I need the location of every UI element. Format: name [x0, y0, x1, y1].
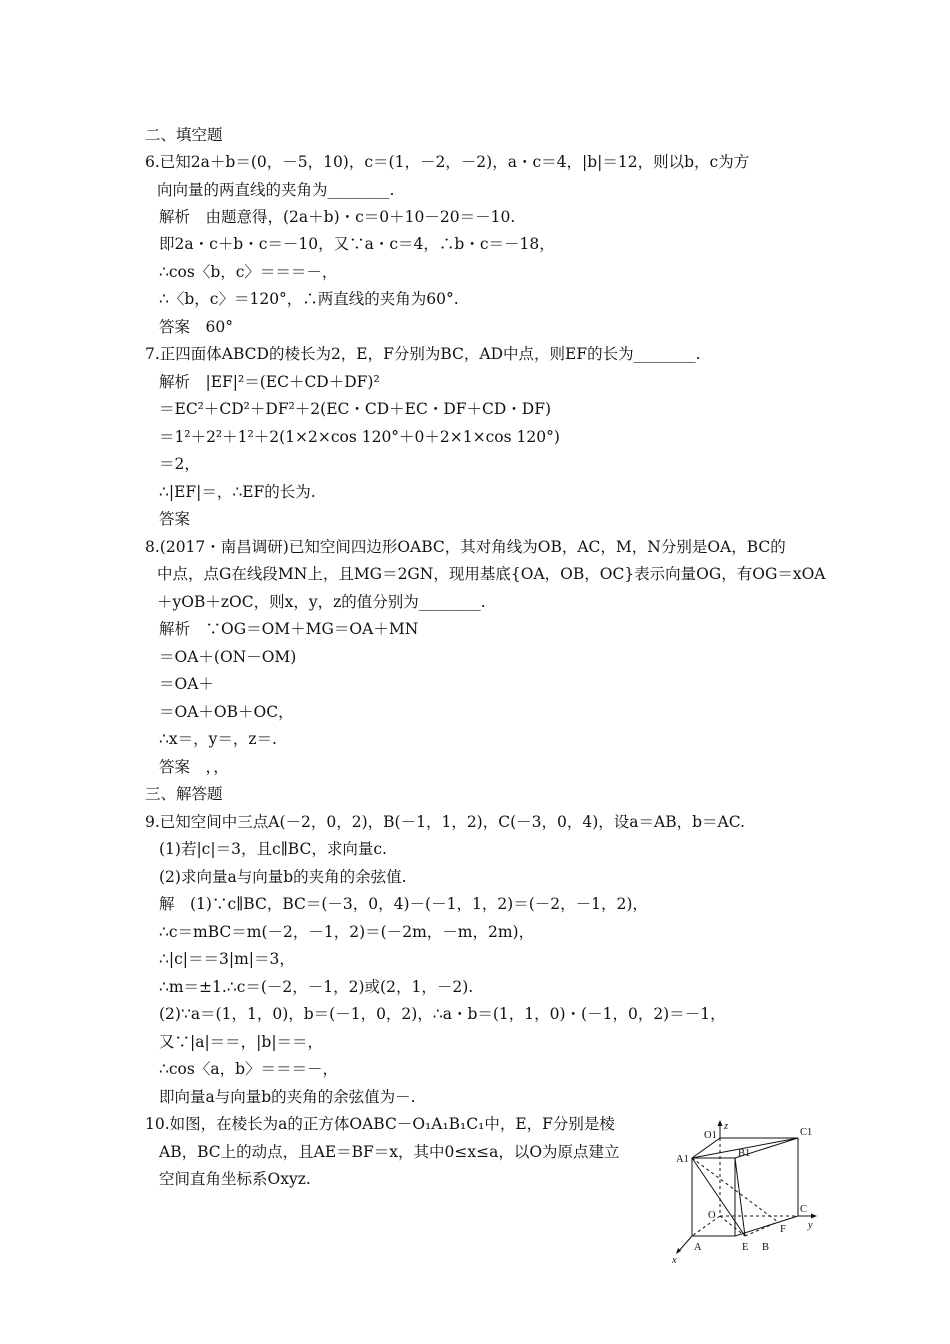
- problem-8-solution-3: ＝OA＋: [159, 675, 214, 693]
- problem-6-solution-4: ∴〈b，c〉＝120°，∴两直线的夹角为60°.: [159, 290, 459, 308]
- section-heading-solve: 三、解答题: [145, 785, 223, 803]
- label-f: F: [780, 1224, 786, 1235]
- problem-6-answer: 答案 60°: [159, 318, 233, 336]
- problem-9-solution-4: ∴m＝±1.∴c＝(－2，－1，2)或(2，1，－2).: [159, 978, 474, 996]
- problem-6-solution-3: ∴cos〈b，c〉＝＝＝－，: [159, 263, 338, 281]
- cube-diagram: [668, 1120, 818, 1264]
- problem-9-solution-6: 又∵|a|＝＝，|b|＝＝，: [159, 1033, 324, 1051]
- label-b: B: [762, 1242, 770, 1253]
- problem-8-answer: 答案 ，，: [159, 758, 229, 776]
- label-c1: C1: [800, 1127, 813, 1138]
- problem-6-line-2: 向向量的两直线的夹角为________.: [157, 181, 395, 199]
- problem-8-solution-2: ＝OA＋(ON－OM): [159, 648, 297, 666]
- label-y: y: [808, 1220, 813, 1231]
- problem-7-answer: 答案: [159, 510, 191, 528]
- problem-9-solution-5: (2)∵a＝(1，1，0)，b＝(－1，0，2)，∴a・b＝(1，1，0)・(－1，0，2)＝－1，: [159, 1005, 726, 1023]
- edge-oa: [692, 1216, 720, 1236]
- label-x: x: [672, 1255, 677, 1264]
- y-arrow: [811, 1214, 817, 1219]
- section-heading-fill-blank: 二、填空题: [145, 126, 223, 144]
- problem-10-line-1: 10.如图，在棱长为a的正方体OABC－O₁A₁B₁C₁中，E，F分别是棱: [145, 1115, 615, 1133]
- problem-7-line-1: 7.正四面体ABCD的棱长为2，E，F分别为BC，AD中点，则EF的长为________.: [145, 345, 701, 363]
- x-axis: [678, 1236, 692, 1252]
- label-c: C: [800, 1204, 808, 1215]
- problem-9-part-2: (2)求向量a与向量b的夹角的余弦值.: [159, 868, 407, 886]
- label-a: A: [694, 1242, 702, 1253]
- problem-7-solution-2: ＝EC²＋CD²＋DF²＋2(EC・CD＋EC・DF＋CD・DF): [159, 400, 552, 418]
- problem-8-solution-4: ＝OA＋OB＋OC，: [159, 703, 294, 721]
- problem-7-solution-1: 解析 |EF|²＝(EC＋CD＋DF)²: [159, 373, 380, 391]
- problem-10-line-2: AB，BC上的动点，且AE＝BF＝x，其中0≤x≤a，以O为原点建立: [159, 1143, 620, 1161]
- problem-8-line-2: 中点，点G在线段MN上，且MG＝2GN，现用基底{OA，OB，OC}表示向量OG，有OG＝xOA: [157, 565, 826, 583]
- problem-8-line-3: ＋yOB＋zOC，则x，y，z的值分别为________.: [157, 593, 486, 611]
- problem-9-solution-3: ∴|c|＝＝3|m|＝3，: [159, 950, 295, 968]
- problem-8-solution-1: 解析 ∵OG＝OM＋MG＝OA＋MN: [159, 620, 419, 638]
- problem-8-solution-5: ∴x＝，y＝，z＝.: [159, 730, 277, 748]
- problem-6-solution-1: 解析 由题意得，(2a＋b)・c＝0＋10－20＝－10.: [159, 208, 516, 226]
- z-arrow: [718, 1120, 723, 1126]
- label-o: O: [708, 1210, 716, 1221]
- label-b1: B1: [738, 1148, 751, 1159]
- problem-7-solution-4: ＝2，: [159, 455, 200, 473]
- problem-8-line-1: 8.(2017・南昌调研)已知空间四边形OABC，其对角线为OB，AC，M，N分别是OA，BC的: [145, 538, 786, 556]
- edge-a1e: [692, 1158, 745, 1236]
- problem-6-line-1: 6.已知2a＋b＝(0，－5，10)，c＝(1，－2，－2)，a・c＝4，|b|＝12，则以b，c为方: [145, 153, 750, 171]
- label-e: E: [742, 1242, 749, 1253]
- problem-7-solution-3: ＝1²＋2²＋1²＋2(1×2×cos 120°＋0＋2×1×cos 120°): [159, 428, 560, 446]
- edge-ef: [745, 1222, 778, 1236]
- problem-9-solution-8: 即向量a与向量b的夹角的余弦值为－.: [159, 1088, 416, 1106]
- problem-9-part-1: (1)若|c|＝3，且c∥BC，求向量c.: [159, 840, 387, 858]
- edge-oe: [720, 1216, 745, 1236]
- problem-9-solution-2: ∴c＝mBC＝m(－2，－1，2)＝(－2m，－m，2m)，: [159, 923, 535, 941]
- problem-10-line-3: 空间直角坐标系Oxyz.: [159, 1170, 311, 1188]
- problem-7-solution-5: ∴|EF|＝，∴EF的长为.: [159, 483, 316, 501]
- problem-6-solution-2: 即2a・c＋b・c＝－10，又∵a・c＝4，∴b・c＝－18，: [159, 235, 555, 253]
- label-o1: O1: [704, 1130, 717, 1141]
- problem-9-line-1: 9.已知空间中三点A(－2，0，2)，B(－1，1，2)，C(－3，0，4)，设a＝AB，b＝AC.: [145, 813, 745, 831]
- label-a1: A1: [676, 1154, 689, 1165]
- problem-9-solution-1: 解 (1)∵c∥BC，BC＝(－3，0，4)－(－1，1，2)＝(－2，－1，2)，: [159, 895, 648, 913]
- label-z: z: [724, 1121, 729, 1132]
- problem-9-solution-7: ∴cos〈a，b〉＝＝＝－，: [159, 1060, 338, 1078]
